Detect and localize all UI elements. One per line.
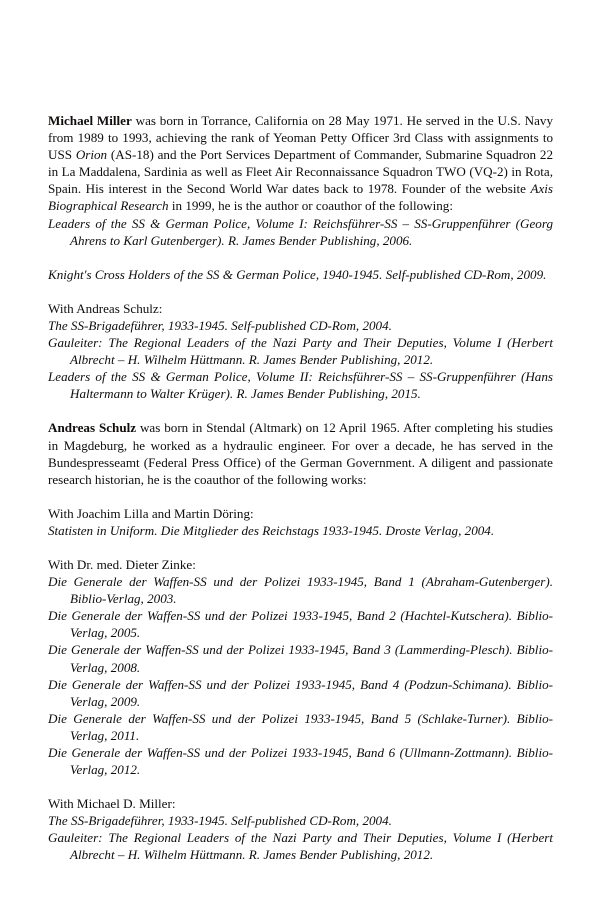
citation-gauleiter-volume-1-miller: Gauleiter: The Regional Leaders of the Nazi Party and Their Deputies, Volume I (Herbert Albrecht – H. Wilhelm Hüttmann. R. James Bender Publishing, 2012. <box>48 335 553 368</box>
author-name-andreas-schulz: Andreas Schulz <box>48 420 137 436</box>
spacer <box>48 249 553 266</box>
text-column <box>48 112 553 864</box>
heading-with-michael-d-miller: With Michael D. Miller: <box>48 796 176 812</box>
citation-generale-band-6: Die Generale der Waffen-SS und der Polizei 1933-1945, Band 6 (Ullmann-Zottmann). Biblio-Verlag, 2012. <box>48 745 553 778</box>
citation-leaders-ss-volume-2: Leaders of the SS & German Police, Volume II: Reichsführer-SS – SS-Gruppenführer (Hans Haltermann to Walter Krüger). R. James Bender Publishing, 2015. <box>48 369 553 402</box>
bio-text-schulz: was born in Stendal (Altmark) on 12 April 1965. After completing his studies in Magdeburg, he worked as a hydraulic engineer. For over a decade, he has served in the Bundespresseamt (Federal Press Office) of the German Government. A diligent and passionate research historian, he is the coauthor of the following works: <box>48 420 553 487</box>
spacer <box>48 778 553 795</box>
citation-generale-band-1: Die Generale der Waffen-SS und der Polizei 1933-1945, Band 1 (Abraham-Gutenberger). Biblio-Verlag, 2003. <box>48 574 553 607</box>
spacer <box>48 539 553 556</box>
citation-generale-band-4: Die Generale der Waffen-SS und der Polizei 1933-1945, Band 4 (Podzun-Schimana). Biblio-Verlag, 2009. <box>48 676 553 709</box>
author-name-michael-miller: Michael Miller <box>48 113 132 128</box>
citation-generale-band-2: Die Generale der Waffen-SS und der Polizei 1933-1945, Band 2 (Hachtel-Kutschera). Biblio-Verlag, 2005. <box>48 608 553 641</box>
citation-knights-cross-holders: Knight's Cross Holders of the SS & German Police, 1940-1945. Self-published CD-Rom, 2009. <box>48 266 547 282</box>
bio-text-part-2: (AS-18) and the Port Services Department of Commander, Submarine Squadron 22 in La Maddalena, Sardinia as well as Fleet Air Reconnaissance Squadron TWO (VQ-2) in Rota, Spain. His interest in the Second World War dates back to 1978. Founder of the website <box>48 147 553 197</box>
citation-generale-band-3: Die Generale der Waffen-SS und der Polizei 1933-1945, Band 3 (Lammerding-Plesch). Biblio-Verlag, 2008. <box>48 642 553 675</box>
bio-text-part-1: was born in Torrance, California on 28 May 1971. He served in the U.S. Navy from 1989 to 1993, achieving the rank of Yeoman Petty Officer 3rd Class with assignments to USS <box>48 113 553 163</box>
biography-paragraph-andreas-schulz <box>48 419 553 487</box>
citation-ss-brigadefuhrer-miller: The SS-Brigadeführer, 1933-1945. Self-published CD-Rom, 2004. <box>48 317 392 333</box>
heading-with-joachim-lilla-martin-doring: With Joachim Lilla and Martin Döring: <box>48 505 254 521</box>
citation-statisten-in-uniform: Statisten in Uniform. Die Mitglieder des Reichstags 1933-1945. Droste Verlag, 2004. <box>48 522 495 538</box>
website-name-axis-biographical-research: Axis Biographical Research <box>48 181 553 214</box>
spacer <box>48 488 553 505</box>
citation-gauleiter-volume-1-schulz: Gauleiter: The Regional Leaders of the Nazi Party and Their Deputies, Volume I (Herbert Albrecht – H. Wilhelm Hüttmann. R. James Bender Publishing, 2012. <box>48 830 553 863</box>
citation-ss-brigadefuhrer-schulz: The SS-Brigadeführer, 1933-1945. Self-published CD-Rom, 2004. <box>48 813 392 829</box>
citation-leaders-ss-volume-1: Leaders of the SS & German Police, Volume I: Reichsführer-SS – SS-Gruppenführer (Georg Ahrens to Karl Gutenberger). R. James Bender Publishing, 2006. <box>48 215 553 248</box>
biography-paragraph-michael-miller <box>48 112 553 215</box>
spacer <box>48 283 553 300</box>
citation-generale-band-5: Die Generale der Waffen-SS und der Polizei 1933-1945, Band 5 (Schlake-Turner). Biblio-Verlag, 2011. <box>48 710 553 743</box>
heading-with-dieter-zinke: With Dr. med. Dieter Zinke: <box>48 556 196 572</box>
ship-name-orion: Orion <box>75 147 108 163</box>
heading-with-andreas-schulz: With Andreas Schulz: <box>48 300 163 316</box>
spacer <box>48 402 553 419</box>
bio-text-part-3: in 1999, he is the author or coauthor of the following: <box>168 198 453 214</box>
